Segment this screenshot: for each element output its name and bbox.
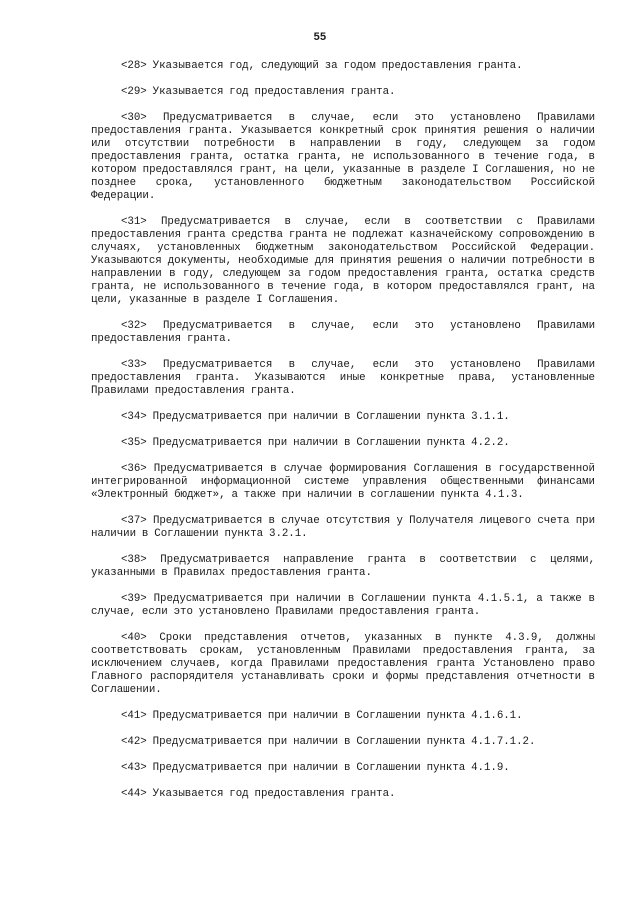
footnote-44: <44> Указывается год предоставления гранта. bbox=[121, 788, 396, 800]
footnote-31: <31> Предусматривается в случае, если в соответствии с Правилами предоставления гранта средства гранта не подлежат казначейскому сопровождению в случаях, установленных бюджетным законодательством Российской Федерации. Указываются документы, необходимые для принятия решения о наличии потребности в направлении в году, следующем за годом предоставления гранта, остатка средств гранта, не использованного в течение года, в котором предоставлялся грант, на цели, указанные в разделе I Соглашения. bbox=[91, 216, 595, 306]
footnote-37: <37> Предусматривается в случае отсутствия у Получателя лицевого счета при наличии в Соглашении пункта 3.2.1. bbox=[91, 515, 595, 540]
footnote-38: <38> Предусматривается направление гранта в соответствии с целями, указанными в Правилах предоставления гранта. bbox=[91, 554, 595, 579]
footnote-30: <30> Предусматривается в случае, если это установлено Правилами предоставления гранта. Указывается конкретный срок принятия решения о наличии или отсутствии потребности в направлении в году, следующем за годом предоставления гранта, остатка гранта, не использованного в течение года, в котором предоставлялся грант, на цели, указанные в разделе I Соглашения, но не позднее срока, установленного бюджетным законодательством Российской Федерации. bbox=[91, 112, 595, 202]
footnote-41: <41> Предусматривается при наличии в Соглашении пункта 4.1.6.1. bbox=[121, 710, 523, 722]
footnote-39: <39> Предусматривается при наличии в Соглашении пункта 4.1.5.1, а также в случае, если это установлено Правилами предоставления гранта. bbox=[91, 593, 595, 618]
footnote-42: <42> Предусматривается при наличии в Соглашении пункта 4.1.7.1.2. bbox=[121, 736, 536, 748]
footnote-32: <32> Предусматривается в случае, если это установлено Правилами предоставления гранта. bbox=[91, 320, 595, 345]
footnote-29: <29> Указывается год предоставления гранта. bbox=[121, 86, 396, 98]
footnote-34: <34> Предусматривается при наличии в Соглашении пункта 3.1.1. bbox=[121, 411, 510, 423]
footnotes-list bbox=[91, 60, 595, 814]
footnote-36: <36> Предусматривается в случае формирования Соглашения в государственной интегрированной информационной системе управления общественными финансами «Электронный бюджет», а также при наличии в соглашении пункта 4.1.3. bbox=[91, 463, 595, 501]
footnote-40: <40> Сроки представления отчетов, указанных в пункте 4.3.9, должны соответствовать срокам, установленным Правилами предоставления гранта, за исключением случаев, когда Правилами предоставления гранта Установлено право Главного распорядителя устанавливать сроки и формы представления отчетности в Соглашении. bbox=[91, 632, 595, 696]
footnote-28: <28> Указывается год, следующий за годом предоставления гранта. bbox=[121, 60, 523, 72]
page-number: 55 bbox=[313, 31, 327, 43]
footnote-43: <43> Предусматривается при наличии в Соглашении пункта 4.1.9. bbox=[121, 762, 510, 774]
footnote-35: <35> Предусматривается при наличии в Соглашении пункта 4.2.2. bbox=[121, 437, 510, 449]
footnote-33: <33> Предусматривается в случае, если это установлено Правилами предоставления гранта. Указываются иные конкретные права, установленные Правилами предоставления гранта. bbox=[91, 359, 595, 397]
